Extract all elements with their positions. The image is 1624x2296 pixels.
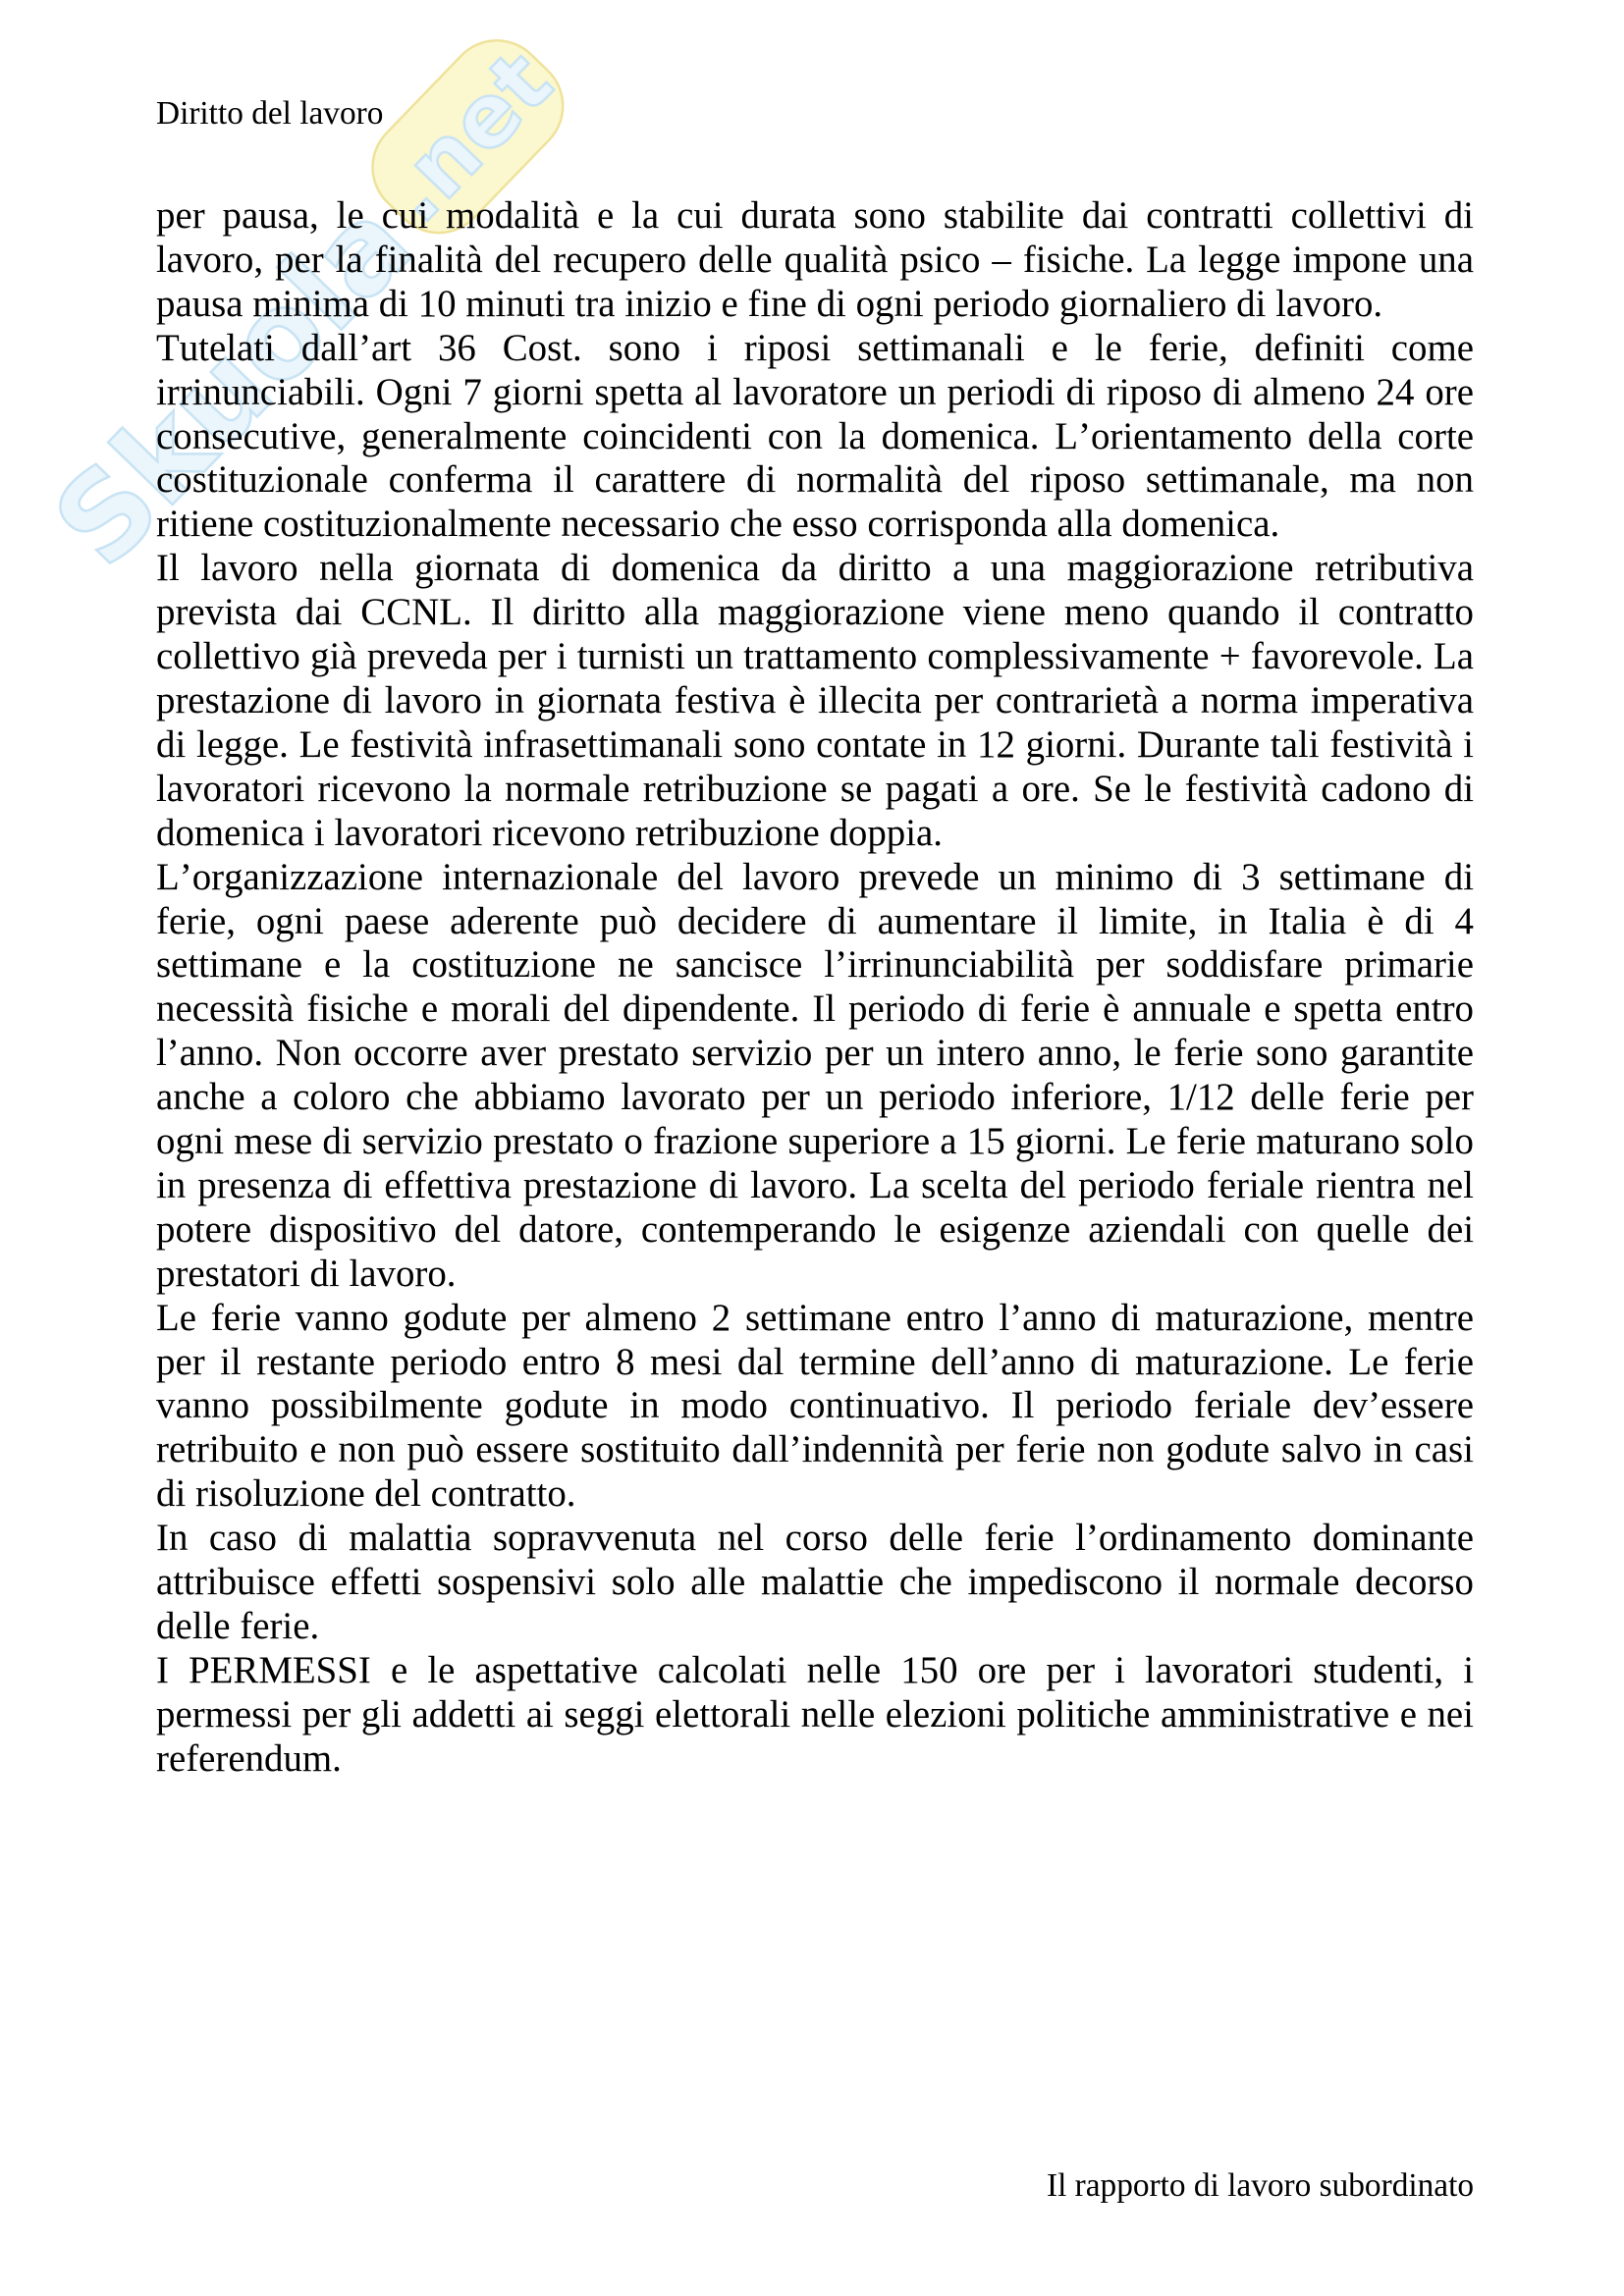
- paragraph: [156, 194, 1474, 327]
- text-line: I PERMESSI e le aspettative calcolati nelle 150 ore per i lavoratori studenti, i: [156, 1648, 1474, 1691]
- text-line: irrinunciabili. Ogni 7 giorni spetta al lavoratore un periodi di riposo di almeno 24 ore: [156, 370, 1474, 413]
- paragraph: [156, 1649, 1474, 1782]
- text-line: In caso di malattia sopravvenuta nel corso delle ferie l’ordinamento dominante: [156, 1517, 1474, 1560]
- text-line: di risoluzione del contratto.: [156, 1472, 576, 1516]
- text-line: di legge. Le festività infrasettimanali sono contate in 12 giorni. Durante tali festività i: [156, 722, 1474, 766]
- paragraph: [156, 1517, 1474, 1649]
- text-line: in presenza di effettiva prestazione di lavoro. La scelta del periodo feriale rientra nel: [156, 1163, 1474, 1206]
- text-line: L’organizzazione internazionale del lavoro prevede un minimo di 3 settimane di: [156, 855, 1474, 898]
- text-line: lavoro, per la finalità del recupero delle qualità psico – fisiche. La legge impone una: [156, 238, 1474, 281]
- text-line: lavoratori ricevono la normale retribuzione se pagati a ore. Se le festività cadono di: [156, 767, 1474, 810]
- text-line: costituzionale conferma il carattere di normalità del riposo settimanale, ma non: [156, 458, 1474, 502]
- text-line: ferie, ogni paese aderente può decidere di aumentare il limite, in Italia è di 4: [156, 899, 1474, 942]
- text-line: ritiene costituzionalmente necessario che esso corrisponda alla domenica.: [156, 503, 1280, 546]
- paragraph: [156, 856, 1474, 1297]
- text-line: collettivo già preveda per i turnisti un trattamento complessivamente + favorevole. La: [156, 635, 1474, 678]
- running-header: Diritto del lavoro: [156, 95, 384, 132]
- paragraph: [156, 1297, 1474, 1518]
- text-line: retribuito e non può essere sostituito dall’indennità per ferie non godute salvo in casi: [156, 1428, 1474, 1471]
- text-line: Il lavoro nella giornata di domenica da diritto a una maggiorazione retributiva: [156, 547, 1474, 590]
- text-line: necessità fisiche e morali del dipendente. Il periodo di ferie è annuale e spetta entro: [156, 988, 1474, 1031]
- paragraph: [156, 547, 1474, 855]
- text-line: referendum.: [156, 1736, 342, 1780]
- text-line: prestazione di lavoro in giornata festiva è illecita per contrarietà a norma imperativa: [156, 678, 1474, 721]
- running-footer: Il rapporto di lavoro subordinato: [1046, 2167, 1474, 2204]
- text-line: delle ferie.: [156, 1605, 320, 1647]
- text-line: prevista dai CCNL. Il diritto alla maggiorazione viene meno quando il contratto: [156, 591, 1474, 634]
- body-text: [156, 194, 1474, 1782]
- text-line: permessi per gli addetti ai seggi elettorali nelle elezioni politiche amministrative e nei: [156, 1692, 1474, 1735]
- text-line: anche a coloro che abbiamo lavorato per un periodo inferiore, 1/12 delle ferie per: [156, 1076, 1474, 1119]
- paragraph: [156, 327, 1474, 548]
- watermark-brand-text: Skuola: [28, 175, 439, 593]
- text-line: Le ferie vanno godute per almeno 2 settimane entro l’anno di maturazione, mentre: [156, 1296, 1474, 1339]
- text-line: per il restante periodo entro 8 mesi dal termine dell’anno di maturazione. Le ferie: [156, 1340, 1474, 1383]
- text-line: per pausa, le cui modalità e la cui durata sono stabilite dai contratti collettivi di: [156, 194, 1474, 237]
- text-line: pausa minima di 10 minuti tra inizio e fine di ogni periodo giornaliero di lavoro.: [156, 282, 1383, 325]
- text-line: Tutelati dall’art 36 Cost. sono i riposi settimanali e le ferie, definiti come: [156, 326, 1474, 369]
- text-line: vanno possibilmente godute in modo continuativo. Il periodo feriale dev’essere: [156, 1384, 1474, 1427]
- text-line: l’anno. Non occorre aver prestato servizio per un intero anno, le ferie sono garantite: [156, 1032, 1474, 1075]
- text-line: settimane e la costituzione ne sancisce l’irrinunciabilità per soddisfare primarie: [156, 943, 1474, 987]
- text-line: ogni mese di servizio prestato o frazione superiore a 15 giorni. Le ferie maturano solo: [156, 1120, 1474, 1163]
- text-line: potere dispositivo del datore, contemperando le esigenze aziendali con quelle dei: [156, 1207, 1474, 1251]
- text-line: consecutive, generalmente coincidenti con la domenica. L’orientamento della corte: [156, 414, 1474, 457]
- text-line: attribuisce effetti sospensivi solo alle malattie che impediscono il normale decorso: [156, 1561, 1474, 1604]
- text-line: domenica i lavoratori ricevono retribuzione doppia.: [156, 811, 943, 854]
- text-line: prestatori di lavoro.: [156, 1252, 457, 1295]
- watermark-suffix-text: .net: [363, 30, 571, 241]
